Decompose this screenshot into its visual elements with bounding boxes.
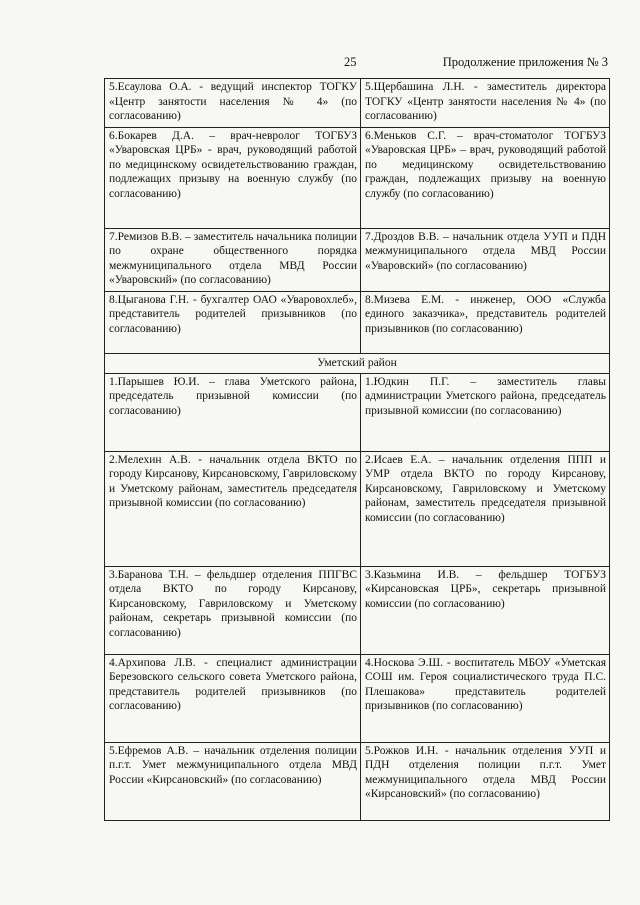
reserve-member-cell: 8.Мизева Е.М. - инженер, ООО «Служба единого заказчика», представитель родителей призывников (по согласованию)	[361, 291, 610, 353]
main-member-cell: 1.Парышев Ю.И. – глава Уметского района, председатель призывной комиссии (по согласованию)	[105, 373, 361, 451]
page-header	[0, 55, 640, 73]
table-row	[105, 79, 610, 128]
section-row	[105, 353, 610, 373]
section-title: Уметский район	[105, 353, 610, 373]
table-row	[105, 228, 610, 291]
table-row	[105, 373, 610, 451]
reserve-member-cell: 6.Меньков С.Г. – врач-стоматолог ТОГБУЗ «Уваровская ЦРБ» – врач, руководящий работой по медицинскому освидетельствованию граждан, подлежащих призыву на военную службу (по согласованию)	[361, 127, 610, 228]
page-number: 25	[344, 55, 357, 69]
main-member-cell: 2.Мелехин А.В. - начальник отдела ВКТО по городу Кирсанову, Кирсановскому, Гавриловскому и Уметскому районам, заместитель председателя призывной комиссии (по согласованию)	[105, 451, 361, 566]
main-member-cell: 3.Баранова Т.Н. – фельдшер отделения ППГВС отдела ВКТО по городу Кирсанову, Кирсановскому, Гавриловскому и Уметскому районам, секретарь призывной комиссии (по согласованию)	[105, 566, 361, 654]
table-row	[105, 742, 610, 820]
main-member-cell: 8.Цыганова Г.Н. - бухгалтер ОАО «Уваровохлеб», представитель родителей призывников (по согласованию)	[105, 291, 361, 353]
reserve-member-cell: 5.Рожков И.Н. - начальник отделения УУП и ПДН отделения полиции п.г.т. Умет межмуниципального отдела МВД России «Кирсановский» (по согласованию)	[361, 742, 610, 820]
table-row	[105, 127, 610, 228]
continuation-note: Продолжение приложения № 3	[442, 55, 608, 69]
table-row	[105, 291, 610, 353]
table-row	[105, 451, 610, 566]
reserve-member-cell: 1.Юдкин П.Г. – заместитель главы администрации Уметского района, председатель призывной комиссии (по согласованию)	[361, 373, 610, 451]
main-member-cell: 4.Архипова Л.В. - специалист администрации Березовского сельского совета Уметского района, представитель родителей призывников (по согласованию)	[105, 654, 361, 742]
main-member-cell: 6.Бокарев Д.А. – врач-невролог ТОГБУЗ «Уваровская ЦРБ» - врач, руководящий работой по медицинскому освидетельствованию граждан, подлежащих призыву на военную службу (по согласованию)	[105, 127, 361, 228]
reserve-member-cell: 3.Казьмина И.В. – фельдшер ТОГБУЗ «Кирсановская ЦРБ», секретарь призывной комиссии (по согласованию)	[361, 566, 610, 654]
reserve-member-cell: 5.Щербашина Л.Н. - заместитель директора ТОГКУ «Центр занятости населения № 4» (по согласованию)	[361, 79, 610, 128]
commission-table	[104, 78, 610, 821]
reserve-member-cell: 2.Исаев Е.А. – начальник отделения ППП и УМР отдела ВКТО по городу Кирсанову, Кирсановскому, Гавриловскому и Уметскому районам, заместитель председателя призывной комиссии (по согласованию)	[361, 451, 610, 566]
main-member-cell: 5.Есаулова О.А. - ведущий инспектор ТОГКУ «Центр занятости населения № 4» (по согласованию)	[105, 79, 361, 128]
table-row	[105, 566, 610, 654]
reserve-member-cell: 4.Носкова Э.Ш. - воспитатель МБОУ «Уметская СОШ им. Героя социалистического труда П.С. Плешакова» представитель родителей призывников (по согласованию)	[361, 654, 610, 742]
reserve-member-cell: 7.Дроздов В.В. – начальник отдела УУП и ПДН межмуниципального отдела МВД России «Уваровский» (по согласованию)	[361, 228, 610, 291]
main-member-cell: 5.Ефремов А.В. – начальник отделения полиции п.г.т. Умет межмуниципального отдела МВД России «Кирсановский» (по согласованию)	[105, 742, 361, 820]
main-member-cell: 7.Ремизов В.В. – заместитель начальника полиции по охране общественного порядка межмуниципального отдела МВД России «Уваровский» (по согласованию)	[105, 228, 361, 291]
table-row	[105, 654, 610, 742]
